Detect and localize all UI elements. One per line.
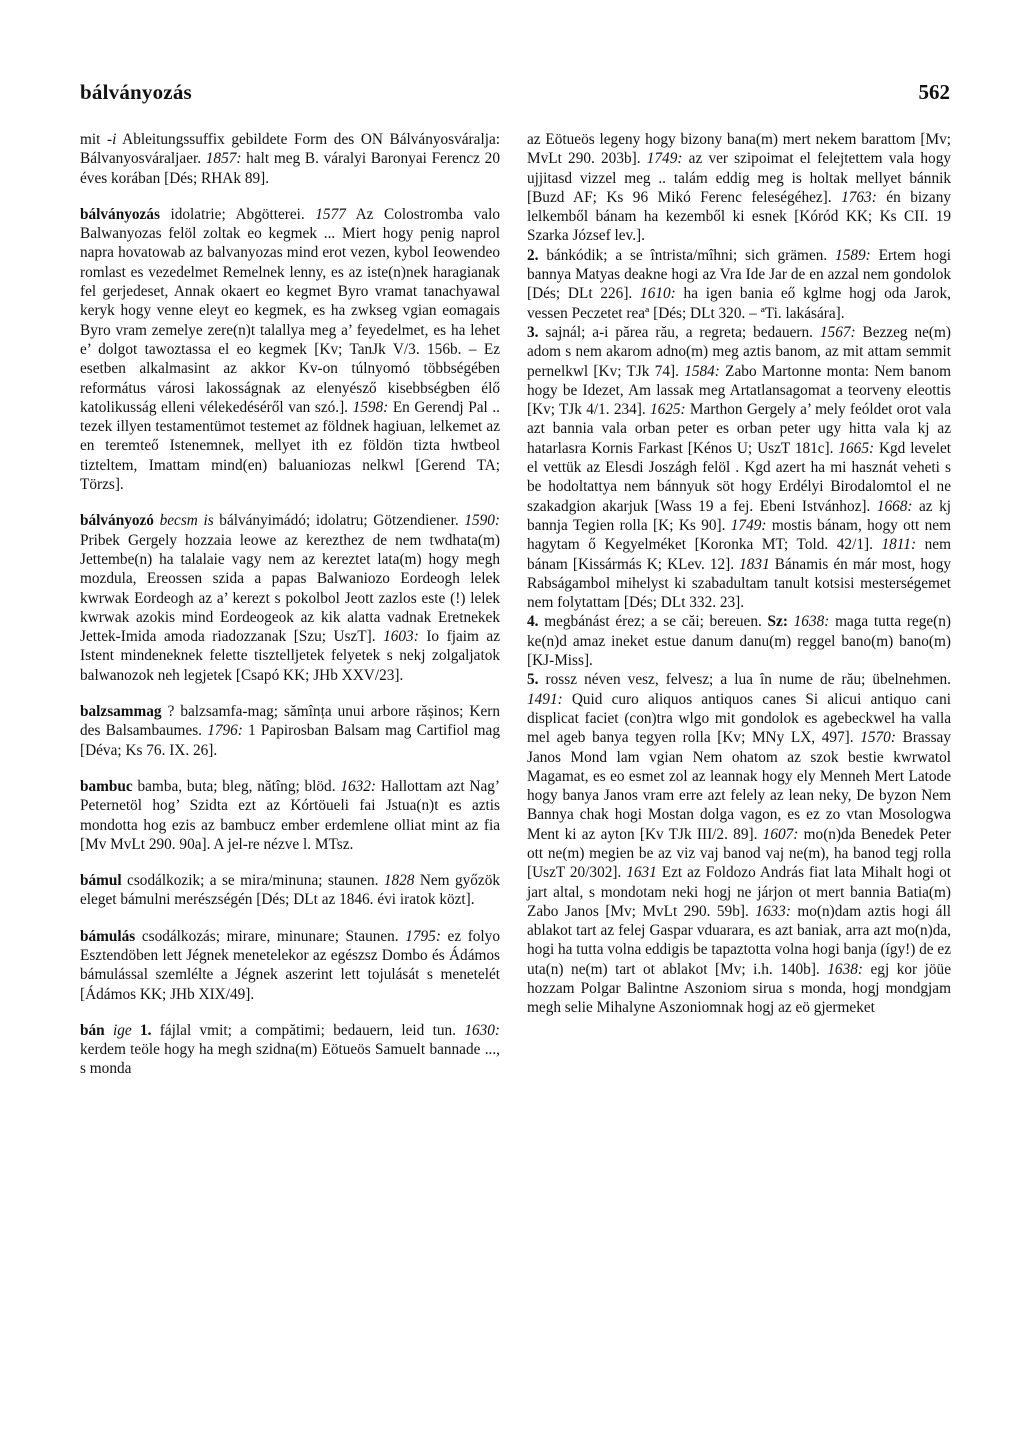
dictionary-entry	[527, 670, 951, 1017]
entry-italic-text: 1589:	[835, 246, 871, 264]
entry-italic-text: 1749:	[646, 150, 683, 168]
entry-italic-text: 1631	[626, 864, 657, 882]
entry-text: Pribek Gergely hozzaia leowe az kerezthez de nem twdhata(m) Jettembe(n) ha talalaie vagy nem az kereztet lata(m) hogy megh mozdula, Ereossen szida a papas Balwaniozo Eordeogh lelek kwrwak Eordeogh az a’ kerezt s pokolbol Jeott zazlos este (!) lelek kwrwak azokis mind Eordeogeok az kik alatta vadnak Eretnekek Jettek-Imida amoda riadozzanak [Szu; UszT].	[80, 531, 500, 646]
entry-spacer	[80, 760, 500, 777]
entry-italic-text: 1567:	[819, 323, 856, 341]
dictionary-entry	[80, 702, 500, 760]
entry-text: mit	[80, 131, 108, 148]
entry-italic-text: 1630:	[464, 1021, 501, 1039]
entry-text: ? balzsamfa-mag; sămînța unui arbore rășinos; Kern des Balsambaumes.	[80, 703, 500, 740]
dictionary-entry	[80, 1021, 500, 1079]
dictionary-entry	[527, 323, 951, 612]
entry-italic-text: 1857:	[205, 150, 242, 168]
entry-headword: bámul	[80, 872, 122, 890]
entry-text: Zabo Martonne monta: Nem banom hogy be Idezet, Am lassak meg Artatlansagomat a teorveny eleottis [Kv; TJk 4/1. 234].	[527, 362, 952, 419]
right-column	[527, 130, 951, 1018]
entry-italic-text: -i	[107, 131, 117, 148]
entry-italic-text: 1577	[315, 205, 346, 223]
entry-text: idolatrie; Abgötterei.	[159, 205, 316, 223]
entry-spacer	[80, 910, 500, 927]
entry-text: Az Colostromba valo Balwanyozas felöl zoltak eo kegmek ... Miert hogy penig naprol napra hovatowab az balvanyozas mind erot vezen, kybol Ieowendeo romlast es vezedelmet Remelnek lenny, es az iste(n)nek haragianak fel gerjedeset, Annak okaert eo kegmet Byro vramat tanachyawal keryk hogy venne eleyt eo kegmek, es ha zwkseg vgian eomagais Byro vram zemelye zere(n)t talallya meg a’ feyedelmet, es ha lehet e’ dolgot tawoztassa el eo kegmek [Kv; TanJk V/3. 156b. – Ez esetben alkalmasint az akkor Kv-on túlnyomó többségében református városi lakosságnak az elenyésző kisebbségben élő katolikusság elleni vélekedéséről van szó.].	[80, 205, 500, 416]
entry-text: csodálkozik; a se mira/minuna; staunen.	[121, 872, 384, 890]
entry-text: rossz néven vesz, felvesz; a lua în nume de rău; übelnehmen.	[538, 671, 951, 689]
entry-text: nem bánam [Kissármás K; KLev. 12].	[527, 536, 951, 573]
entry-italic-text: 1638:	[827, 960, 863, 978]
entry-italic-text: 1795:	[405, 927, 441, 945]
dictionary-entry	[80, 777, 500, 854]
entry-text	[105, 1022, 113, 1039]
dictionary-entry	[527, 612, 951, 670]
entry-italic-text: 1590:	[464, 512, 501, 530]
entry-text: megbánást érez; a se căi; bereuen.	[538, 613, 768, 631]
entry-text: Marthon Gergely a’ mely feóldet orot vala azt bannia vala orban peter es orban peter ugy hitta vala kj az hatarlasra Kornis Farkast [Kénos U; UszT 181c].	[527, 401, 951, 457]
entry-text: Kgd levelet el vettük az Elesdi Joszágh felöl . Kgd azert ha mi hasznát veheti s be hodoltattya nem bánnyuk söt hogy Erdélyi Birodalomtol el ne szakadgion akarjuk [Wass 19 a fej. Ebeni Istvánhoz].	[527, 439, 951, 515]
entry-text: mo(n)da Benedek Peter ott ne(m) megien be az viz vaj banod vaj ne(m), ha banod tegj rolla [UszT 20/302].	[527, 825, 951, 882]
dictionary-entry	[80, 130, 500, 188]
entry-italic-text: 1610:	[640, 285, 676, 303]
entry-italic-text: 1570:	[860, 729, 896, 747]
entry-text: fájlal vmit; a compătimi; bedauern, leid tun.	[151, 1021, 465, 1039]
entry-italic-text: 1668:	[876, 497, 913, 515]
entry-italic-text: 1749:	[730, 516, 767, 534]
entry-text: ez folyo Esztendöben lett Jégnek menetelekor az egészsz Dombo és Ádámos bámulással szemlélte a Jégnek aszerint lett tojulását s menetelét [Ádámos KK; JHb XIX/49].	[80, 927, 500, 1003]
entry-italic-text: 1665:	[838, 439, 875, 457]
entry-italic-text: 1633:	[755, 902, 791, 920]
entry-italic-text: 1796:	[207, 722, 243, 740]
entry-italic-text: 1598:	[352, 398, 389, 416]
entry-spacer	[80, 494, 500, 511]
entry-text: Quid curo aliquos antiquos canes Si alicui antiquo cani displicat faciet (con)tra wlgo mit gondolok es agebeckwel ha valla mel ageb banya tegyen rolla [Kv; MNy LX, 497].	[527, 690, 951, 747]
entry-text: Bezzeg ne(m) adom s nem akarom adno(m) meg aztis banom, az mit attam semmit pernelkwl [Kv; TJk 74].	[527, 323, 952, 380]
entry-text: Ableitungssuffix gebildete Form des ON Bálványosváralja: Bálvanyosváraljaer.	[80, 131, 500, 168]
entry-italic-text: 1584:	[684, 362, 720, 380]
entry-text: kerdem teöle hogy ha megh szidna(m) Eötueös Samuelt bannade ..., s monda	[80, 1041, 500, 1078]
entry-italic-text: 1632:	[340, 777, 377, 795]
entry-text: ha igen bania eő kglme hogj oda Jarok, vessen Peczetet reaª [Dés; DLt 320. – ªTi. lakására].	[527, 285, 951, 322]
dictionary-entry	[80, 511, 500, 685]
entry-spacer	[80, 685, 500, 702]
entry-text: Ezt az Foldozo András fiat lata Mihalt hogi ot jart altal, s mondotam neki hogj ne járjon ot mert bannia Batia(m) Zabo Janos [Mv; MvLt 290. 59b].	[527, 864, 952, 920]
entry-headword: 1.	[140, 1021, 152, 1039]
left-column	[80, 130, 500, 1079]
entry-text: Hallottam azt Nag’ Peternetöl hog’ Szidta ezt az Kórtöueli fai Jstua(n)t es aztis mondotta hog ezis az bambucz ember erdemlene olliat mint az fia [Mv MvLt 290. 90a]. A jel-re nézve l. MTsz.	[80, 777, 500, 853]
entry-spacer	[80, 1004, 500, 1021]
entry-text: az kj bannja Tegien rolla [K; Ks 90].	[527, 497, 951, 534]
running-head	[80, 74, 950, 114]
entry-text: én bizany lelkemből bánam ha kezemből ki esnek [Kóród KK; Ks CII. 19 Szarka József lev.].	[527, 188, 951, 245]
entry-text: sajnál; a-i părea rău, a regreta; bedauern.	[538, 323, 820, 341]
entry-text: csodálkozás; mirare, minunare; Staunen.	[135, 927, 406, 945]
entry-headword: bambuc	[80, 777, 133, 795]
entry-italic-text: 1638:	[793, 613, 830, 631]
entry-headword: Sz:	[767, 613, 788, 631]
entry-spacer	[80, 854, 500, 871]
entry-text: Brassay Janos Mond lam vgian Nem ohatom az szok bestie kwrwatol Magamat, es eo esmet zol az leannak hogy ely Menneh Mert Latode hogy banya Janos vram erre azt felely az lean neky, De byzon Nem Bannya chak hogi Mostan dolga vagon, es ez zo vtan Mosologwa Ment ki az ayton [Kv TJk III/2. 89].	[527, 729, 951, 843]
entry-italic-text: becsm	[159, 512, 198, 530]
entry-text: egj kor jöüe hozzam Polgar Balintne Aszoniom sirua s monda, hogj mondgjam megh selie Mihalyne Aszoniomnak hogj az eö gjermeket	[527, 960, 951, 1017]
entry-text: bánkódik; a se întrista/mîhni; sich grämen.	[538, 246, 836, 264]
dictionary-entry	[80, 927, 500, 1004]
entry-italic-text: 1811:	[881, 536, 917, 554]
dictionary-entry	[527, 246, 951, 323]
entry-text: Io fjaim az Istent mindeneknek felette tisztelljetek felyetek s nekj zolgaljatok balwanozok neh legjetek [Csapó KK; JHb XXV/23].	[80, 628, 501, 684]
entry-text: az Eötueös legeny hogy bizony bana(m) mert nekem barattom [Mv; MvLt 290. 203b].	[527, 131, 951, 168]
entry-text: 1 Papirosban Balsam mag Cartifiol mag [Déva; Ks 76. IX. 26].	[80, 722, 500, 759]
entry-italic-text: 1828	[383, 872, 415, 890]
dictionary-entry	[80, 871, 500, 910]
entry-text	[132, 1022, 140, 1039]
dictionary-entry	[527, 130, 951, 246]
entry-text: az ver szipoimat el felejtettem vala hogy ujjitasd vizzel meg .. talám eddig meg is holtak mellyet bánnik [Buzd AF; Ks 96 Mikó Ferenc feleségéhez].	[527, 150, 951, 206]
entry-headword: 5.	[527, 671, 539, 689]
entry-text: Ertem hogi bannya Matyas deakne hogi az Vra Ide Jar de en azzal nem gondolok [Dés; DLt 226].	[527, 246, 951, 303]
entry-headword: bán	[80, 1021, 105, 1039]
entry-italic-text: 1491:	[527, 690, 563, 708]
entry-headword: bálványozó	[80, 512, 154, 530]
entry-italic-text: 1763:	[841, 188, 877, 206]
entry-text: bálványimádó; idolatru; Götzendiener.	[213, 512, 465, 530]
entry-headword: 2.	[527, 246, 539, 264]
entry-text: En Gerendj Pal .. tezek illyen testamentümot testemet az földnek hagiuan, lelkemet az en teremteő Istenemnek, mellyet ith ez földön tizta hwtbeol tizteltem, Imattam mind(en) baluaniozas nelkwl [Gerend TA; Törzs].	[80, 398, 500, 494]
entry-text: halt meg B. váralyi Baronyai Ferencz 20 éves korában [Dés; RHAk 89].	[80, 150, 500, 187]
entry-italic-text: is	[203, 512, 214, 530]
entry-text: mostis bánam, hogy ott nem hagytam ő Kegyelméket [Koronka MT; Told. 42/1].	[527, 516, 951, 554]
entry-text: mo(n)dam aztis hogi áll ablakot tart az felej Gaspar vduarara, es azt baniak, arra azt mo(n)da, hogi ha tutta volna eddigis be tapaztotta volna hogi banja (így!) de ez uta(n) ne(m) tart ot ablakot [Mv; i.h. 140b].	[527, 902, 951, 978]
entry-headword: bámulás	[80, 927, 136, 945]
entry-headword: 4.	[527, 613, 539, 631]
dictionary-entry	[80, 205, 500, 494]
entry-headword: bálványozás	[80, 205, 160, 223]
entry-italic-text: 1603:	[383, 628, 419, 646]
entry-headword: 3.	[527, 323, 539, 341]
entry-italic-text: 1831	[739, 555, 770, 573]
page-number: 562	[918, 80, 950, 104]
entry-text: Bánamis én már most, hogy Rabságambol mihelyst ki szabadultam tanult kotsisi mesterségemet nem folytattam [Dés; DLt 332. 23].	[527, 555, 951, 612]
entry-headword: balzsammag	[80, 703, 162, 721]
entry-text: maga tutta rege(n) ke(n)d amaz ineket estue danum danu(m) reggel bano(m) bano(m) [KJ-Miss].	[527, 613, 951, 670]
entry-text: Nem győzök eleget bámulni merészségén [Dés; DLt az 1846. évi iratok közt].	[80, 872, 500, 909]
entry-text: bamba, buta; bleg, nătîng; blöd.	[132, 777, 341, 795]
entry-italic-text: 1625:	[649, 401, 686, 419]
entry-italic-text: ige	[112, 1021, 132, 1039]
entry-italic-text: 1607:	[762, 825, 799, 843]
entry-spacer	[80, 188, 500, 205]
running-head-word: bálványozás	[80, 80, 192, 104]
